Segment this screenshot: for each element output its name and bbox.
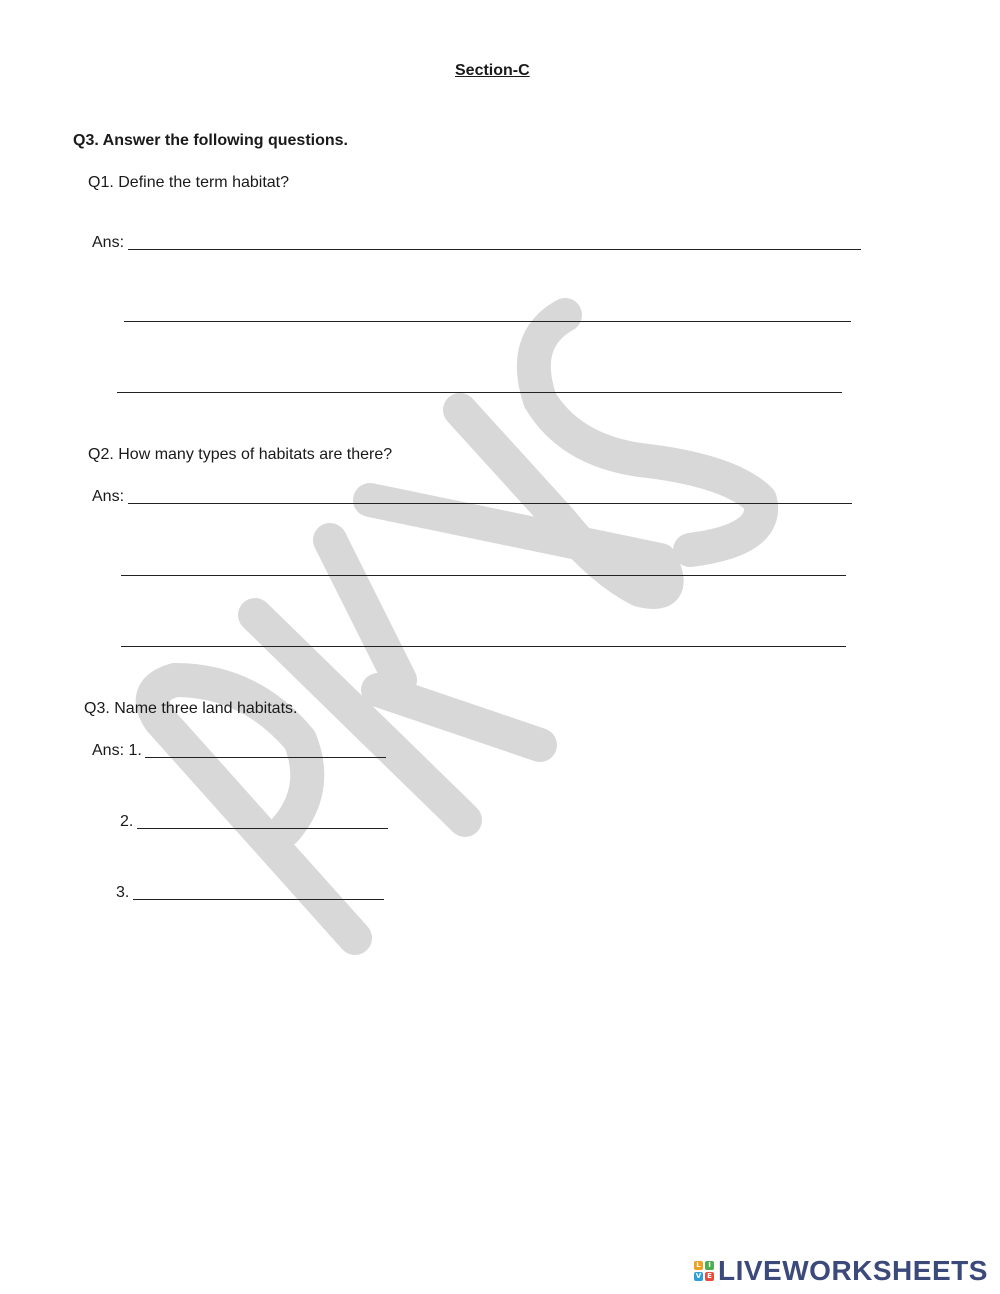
liveworksheets-mark-icon	[694, 1261, 714, 1281]
question-2-answer-line-3[interactable]	[121, 646, 846, 647]
question-2-text: Q2. How many types of habitats are there?	[88, 446, 393, 463]
question-3-number-3: 3.	[116, 884, 130, 901]
question-1-text: Q1. Define the term habitat?	[88, 174, 289, 191]
question-3-answer-line-1[interactable]	[145, 757, 386, 758]
question-3-number-2: 2.	[120, 813, 134, 830]
question-1-answer-line-3[interactable]	[117, 392, 842, 393]
question-3-answer-line-2[interactable]	[137, 828, 388, 829]
logo-mark-l: L	[694, 1261, 703, 1270]
question-1-answer-label: Ans:	[92, 234, 125, 251]
liveworksheets-logo[interactable]	[694, 1256, 988, 1286]
logo-mark-e: E	[705, 1272, 714, 1281]
question-3-answer-line-3[interactable]	[133, 899, 384, 900]
question-2-answer-line-2[interactable]	[121, 575, 846, 576]
logo-mark-v: V	[695, 1272, 702, 1280]
question-2-answer-label: Ans:	[92, 488, 125, 505]
question-3-text: Q3. Name three land habitats.	[84, 700, 298, 717]
question-1-answer-line-1[interactable]	[128, 249, 861, 250]
question-2-answer-line-1[interactable]	[128, 503, 852, 504]
logo-mark-i: I	[705, 1261, 714, 1270]
question-3-answer-label: Ans: 1.	[92, 742, 142, 759]
liveworksheets-logo-text: LIVEWORKSHEETS	[718, 1255, 988, 1286]
question-1-answer-line-2[interactable]	[124, 321, 851, 322]
section-title: Section-C	[455, 62, 530, 79]
instruction-heading: Q3. Answer the following questions.	[73, 132, 348, 149]
